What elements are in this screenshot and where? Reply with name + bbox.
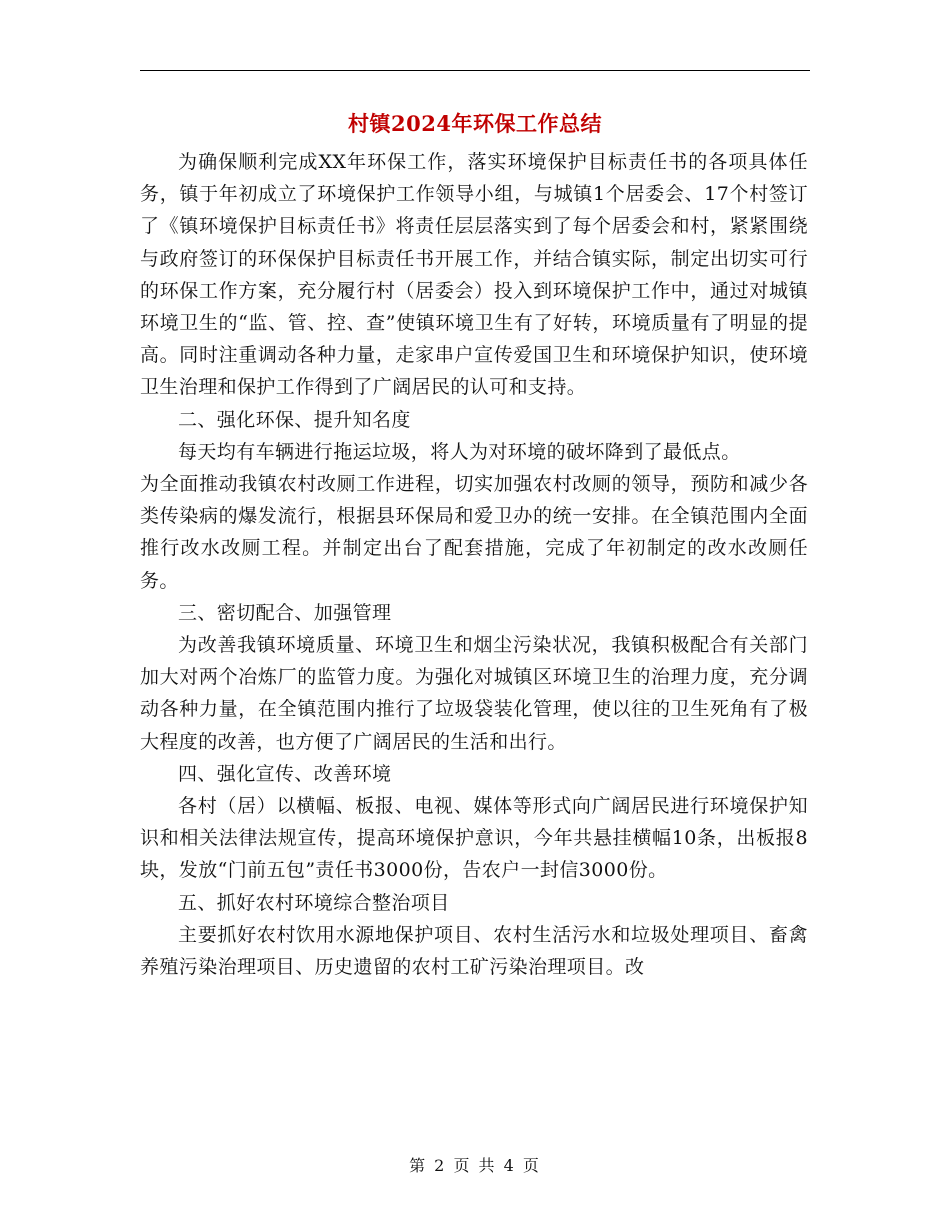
header-rule: [140, 70, 810, 71]
page-title: 村镇2024年环保工作总结: [348, 111, 602, 136]
section-2-paragraph: 每天均有车辆进行拖运垃圾，将人为对环境的破坏降到了最低点。: [178, 440, 741, 463]
document-body: [140, 146, 808, 983]
page-footer: 第 2 页 共 4 页: [409, 1156, 541, 1175]
section-3-heading: 三、密切配合、加强管理: [178, 601, 392, 624]
section-2-heading: 二、强化环保、提升知名度: [178, 408, 411, 431]
section-2-paragraph-continued: 为全面推动我镇农村改厕工作进程，切实加强农村改厕的领导，预防和减少各类传染病的爆发流行，根据县环保局和爱卫办的统一安排。在全镇范围内全面推行改水改厕工程。并制定出台了配套措施，完成了年初制定的改水改厕任务。: [140, 473, 808, 592]
section-4-heading: 四、强化宣传、改善环境: [178, 762, 392, 785]
section-3-paragraph: 为改善我镇环境质量、环境卫生和烟尘污染状况，我镇积极配合有关部门加大对两个冶炼厂的监管力度。为强化对城镇区环境卫生的治理力度，充分调动各种力量，在全镇范围内推行了垃圾袋装化管理，使以往的卫生死角有了极大程度的改善，也方便了广阔居民的生活和出行。: [140, 634, 808, 753]
section-5-paragraph: 主要抓好农村饮用水源地保护项目、农村生活污水和垃圾处理项目、畜禽养殖污染治理项目、历史遗留的农村工矿污染治理项目。改: [140, 923, 808, 979]
section-4-paragraph: 各村（居）以横幅、板报、电视、媒体等形式向广阔居民进行环境保护知识和相关法律法规宣传，提高环境保护意识，今年共悬挂横幅10条，出板报8块，发放“门前五包”责任书3000份，告农户一封信3000份。: [140, 795, 808, 882]
intro-paragraph: 为确保顺利完成XX年环保工作，落实环境保护目标责任书的各项具体任务，镇于年初成立了环境保护工作领导小组，与城镇1个居委会、17个村签订了《镇环境保护目标责任书》将责任层层落实到了每个居委会和村，紧紧围绕与政府签订的环保保护目标责任书开展工作，并结合镇实际，制定出切实可行的环保工作方案，充分履行村（居委会）投入到环境保护工作中，通过对城镇环境卫生的“监、管、控、查”使镇环境卫生有了好转，环境质量有了明显的提高。同时注重调动各种力量，走家串户宣传爱国卫生和环境保护知识，使环境卫生治理和保护工作得到了广阔居民的认可和支持。: [140, 151, 808, 399]
section-5-heading: 五、抓好农村环境综合整治项目: [178, 891, 450, 914]
